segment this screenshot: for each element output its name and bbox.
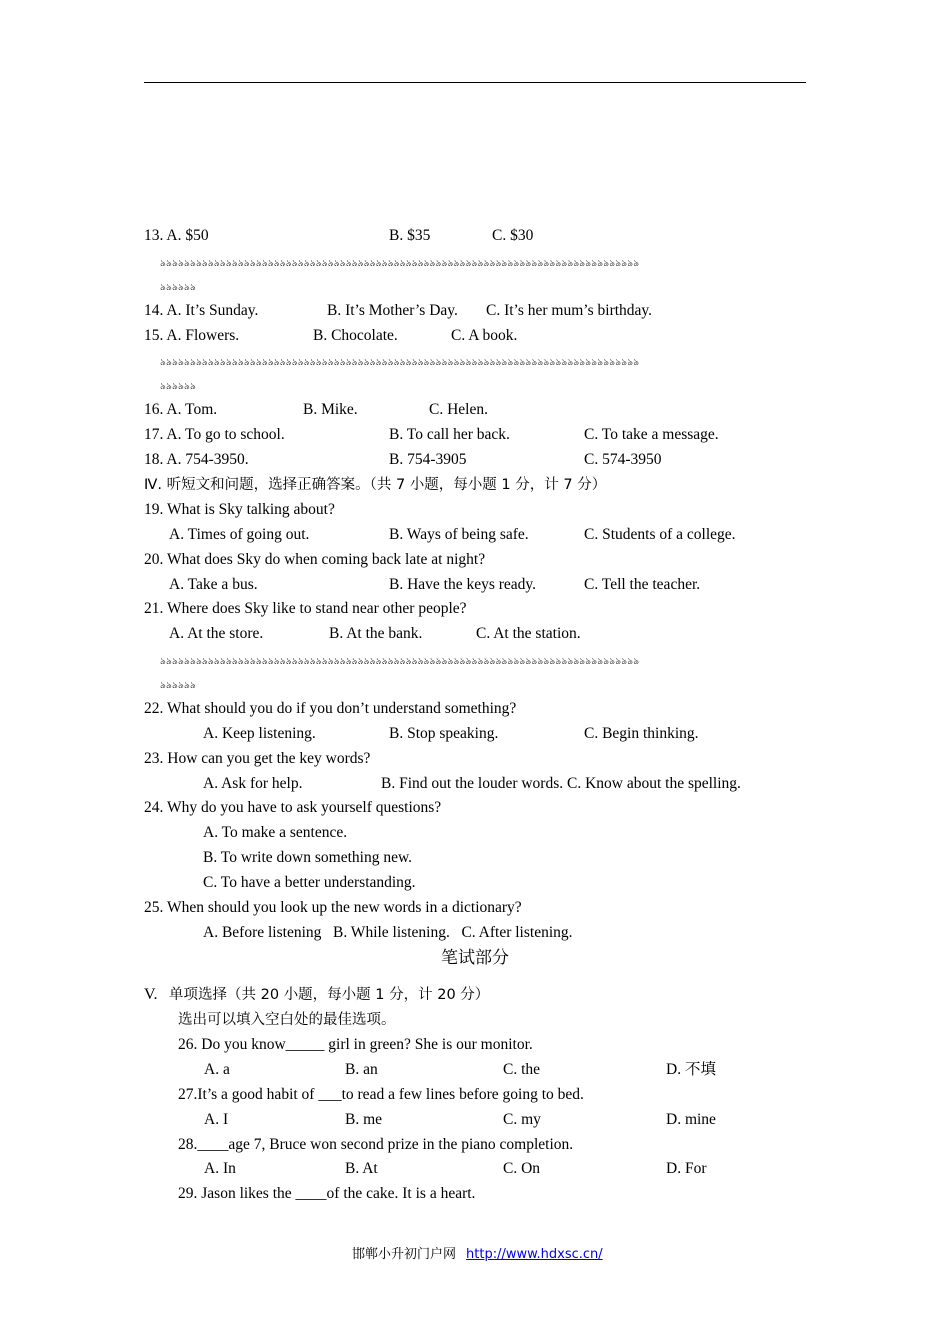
- decor-text: ৯৯৯৯৯৯৯৯৯৯৯৯৯৯৯৯৯৯৯৯৯৯৯৯৯৯৯৯৯৯৯৯৯৯৯৯৯৯৯৯৯৯৯৯৯৯৯৯৯৯৯৯৯৯৯৯৯৯৯৯৯৯৯৯৯৯৯৯৯৯৯৯৯৯৯৯৯৯৯৯: [160, 259, 640, 269]
- q16-option-a: 16. A. Tom.: [144, 401, 218, 418]
- q13-option-a: 13. A. $50: [144, 227, 209, 244]
- q18-option-b: B. 754-3905: [389, 451, 467, 468]
- q29-stem: 29. Jason likes the ____of the cake. It is a heart.: [178, 1185, 476, 1202]
- section-5-instruction: 选出可以填入空白处的最佳选项。: [178, 1012, 396, 1028]
- q21-option-b: B. At the bank.: [329, 625, 423, 642]
- q16-option-c: C. Helen.: [429, 401, 488, 418]
- q24-stem: 24. Why do you have to ask yourself questions?: [144, 799, 442, 816]
- q21-option-a: A. At the store.: [169, 625, 264, 642]
- q23-option-a: A. Ask for help.: [203, 775, 303, 792]
- q28-option-b: B. At: [345, 1160, 378, 1177]
- section-5-title-text: 单项选择: [169, 987, 227, 1003]
- decor-text: ৯৯৯৯৯৯: [160, 283, 196, 293]
- q22-option-a: A. Keep listening.: [203, 725, 316, 742]
- q20-option-c: C. Tell the teacher.: [584, 576, 701, 593]
- q27-stem: 27.It’s a good habit of ___to read a few lines before going to bed.: [178, 1086, 584, 1103]
- q19-option-b: B. Ways of being safe.: [389, 526, 529, 543]
- section-5-numeral: V.: [144, 986, 158, 1003]
- q23-option-b: B. Find out the louder words. C. Know about the spelling.: [381, 775, 741, 792]
- q13-option-b: B. $35: [389, 227, 431, 244]
- q22-option-c: C. Begin thinking.: [584, 725, 699, 742]
- q20-option-a: A. Take a bus.: [169, 576, 258, 593]
- q19-option-c: C. Students of a college.: [584, 526, 736, 543]
- q18-option-c: C. 574-3950: [584, 451, 662, 468]
- section-4-title-text: Ⅳ. 听短文和问题，选择正确答案。: [144, 477, 370, 493]
- q28-stem: 28.____age 7, Bruce won second prize in the piano completion.: [178, 1136, 574, 1153]
- q26-option-b: B. an: [345, 1061, 378, 1078]
- q21-stem: 21. Where does Sky like to stand near other people?: [144, 600, 467, 617]
- q24-option-a: A. To make a sentence.: [203, 824, 348, 841]
- q24-option-b: B. To write down something new.: [203, 849, 413, 866]
- decor-text: ৯৯৯৯৯৯: [160, 382, 196, 392]
- decor-text: ৯৯৯৯৯৯: [160, 681, 196, 691]
- footer-link[interactable]: http://www.hdxsc.cn/: [466, 1247, 603, 1262]
- q15-option-b: B. Chocolate.: [313, 327, 398, 344]
- q27-option-a: A. I: [204, 1111, 229, 1128]
- section-5-points: （共 20 小题，每小题 1 分，计 20 分）: [227, 987, 490, 1003]
- q18-option-a: 18. A. 754-3950.: [144, 451, 249, 468]
- page-footer: [352, 1245, 603, 1265]
- q27-option-c: C. my: [503, 1111, 541, 1128]
- q25-stem: 25. When should you look up the new words in a dictionary?: [144, 899, 522, 916]
- q26-stem: 26. Do you know_____ girl in green? She is our monitor.: [178, 1036, 533, 1053]
- q22-option-b: B. Stop speaking.: [389, 725, 499, 742]
- q28-option-a: A. In: [204, 1160, 236, 1177]
- q26-option-a: A. a: [204, 1061, 230, 1078]
- section-5-title: [169, 983, 489, 1007]
- q28-option-d: D. For: [666, 1160, 707, 1177]
- q15-option-a: 15. A. Flowers.: [144, 327, 240, 344]
- q14-option-c: C. It’s her mum’s birthday.: [486, 302, 653, 319]
- q17-option-c: C. To take a message.: [584, 426, 719, 443]
- header-rule: [144, 82, 806, 83]
- q22-stem: 22. What should you do if you don’t understand something?: [144, 700, 517, 717]
- q26-option-d: D. 不填: [666, 1061, 716, 1078]
- q21-option-c: C. At the station.: [476, 625, 581, 642]
- q26-option-c: C. the: [503, 1061, 541, 1078]
- q27-option-d: D. mine: [666, 1111, 716, 1128]
- written-section-title: 笔试部分: [441, 948, 509, 968]
- q14-option-b: B. It’s Mother’s Day.: [327, 302, 458, 319]
- q17-option-a: 17. A. To go to school.: [144, 426, 285, 443]
- q19-option-a: A. Times of going out.: [169, 526, 310, 543]
- q20-option-b: B. Have the keys ready.: [389, 576, 537, 593]
- section-4-title: [144, 473, 606, 497]
- footer-site-name: 邯郸小升初门户网: [352, 1247, 457, 1262]
- decor-text: ৯৯৯৯৯৯৯৯৯৯৯৯৯৯৯৯৯৯৯৯৯৯৯৯৯৯৯৯৯৯৯৯৯৯৯৯৯৯৯৯৯৯৯৯৯৯৯৯৯৯৯৯৯৯৯৯৯৯৯৯৯৯৯৯৯৯৯৯৯৯৯৯৯৯৯৯৯৯৯৯: [160, 358, 640, 368]
- section-4-points: （共 7 小题，每小题 1 分，计 7 分）: [369, 477, 607, 493]
- q14-option-a: 14. A. It’s Sunday.: [144, 302, 259, 319]
- q20-stem: 20. What does Sky do when coming back late at night?: [144, 551, 486, 568]
- q28-option-c: C. On: [503, 1160, 541, 1177]
- q15-option-c: C. A book.: [451, 327, 518, 344]
- q23-stem: 23. How can you get the key words?: [144, 750, 371, 767]
- q25-options-text: A. Before listening B. While listening. C. After listening.: [203, 924, 573, 941]
- q13-option-c: C. $30: [492, 227, 534, 244]
- decor-text: ৯৯৯৯৯৯৯৯৯৯৯৯৯৯৯৯৯৯৯৯৯৯৯৯৯৯৯৯৯৯৯৯৯৯৯৯৯৯৯৯৯৯৯৯৯৯৯৯৯৯৯৯৯৯৯৯৯৯৯৯৯৯৯৯৯৯৯৯৯৯৯৯৯৯৯৯৯৯৯৯: [160, 657, 640, 667]
- q16-option-b: B. Mike.: [303, 401, 358, 418]
- q27-option-b: B. me: [345, 1111, 383, 1128]
- q24-option-c: C. To have a better understanding.: [203, 874, 416, 891]
- q17-option-b: B. To call her back.: [389, 426, 510, 443]
- q19-stem: 19. What is Sky talking about?: [144, 501, 335, 518]
